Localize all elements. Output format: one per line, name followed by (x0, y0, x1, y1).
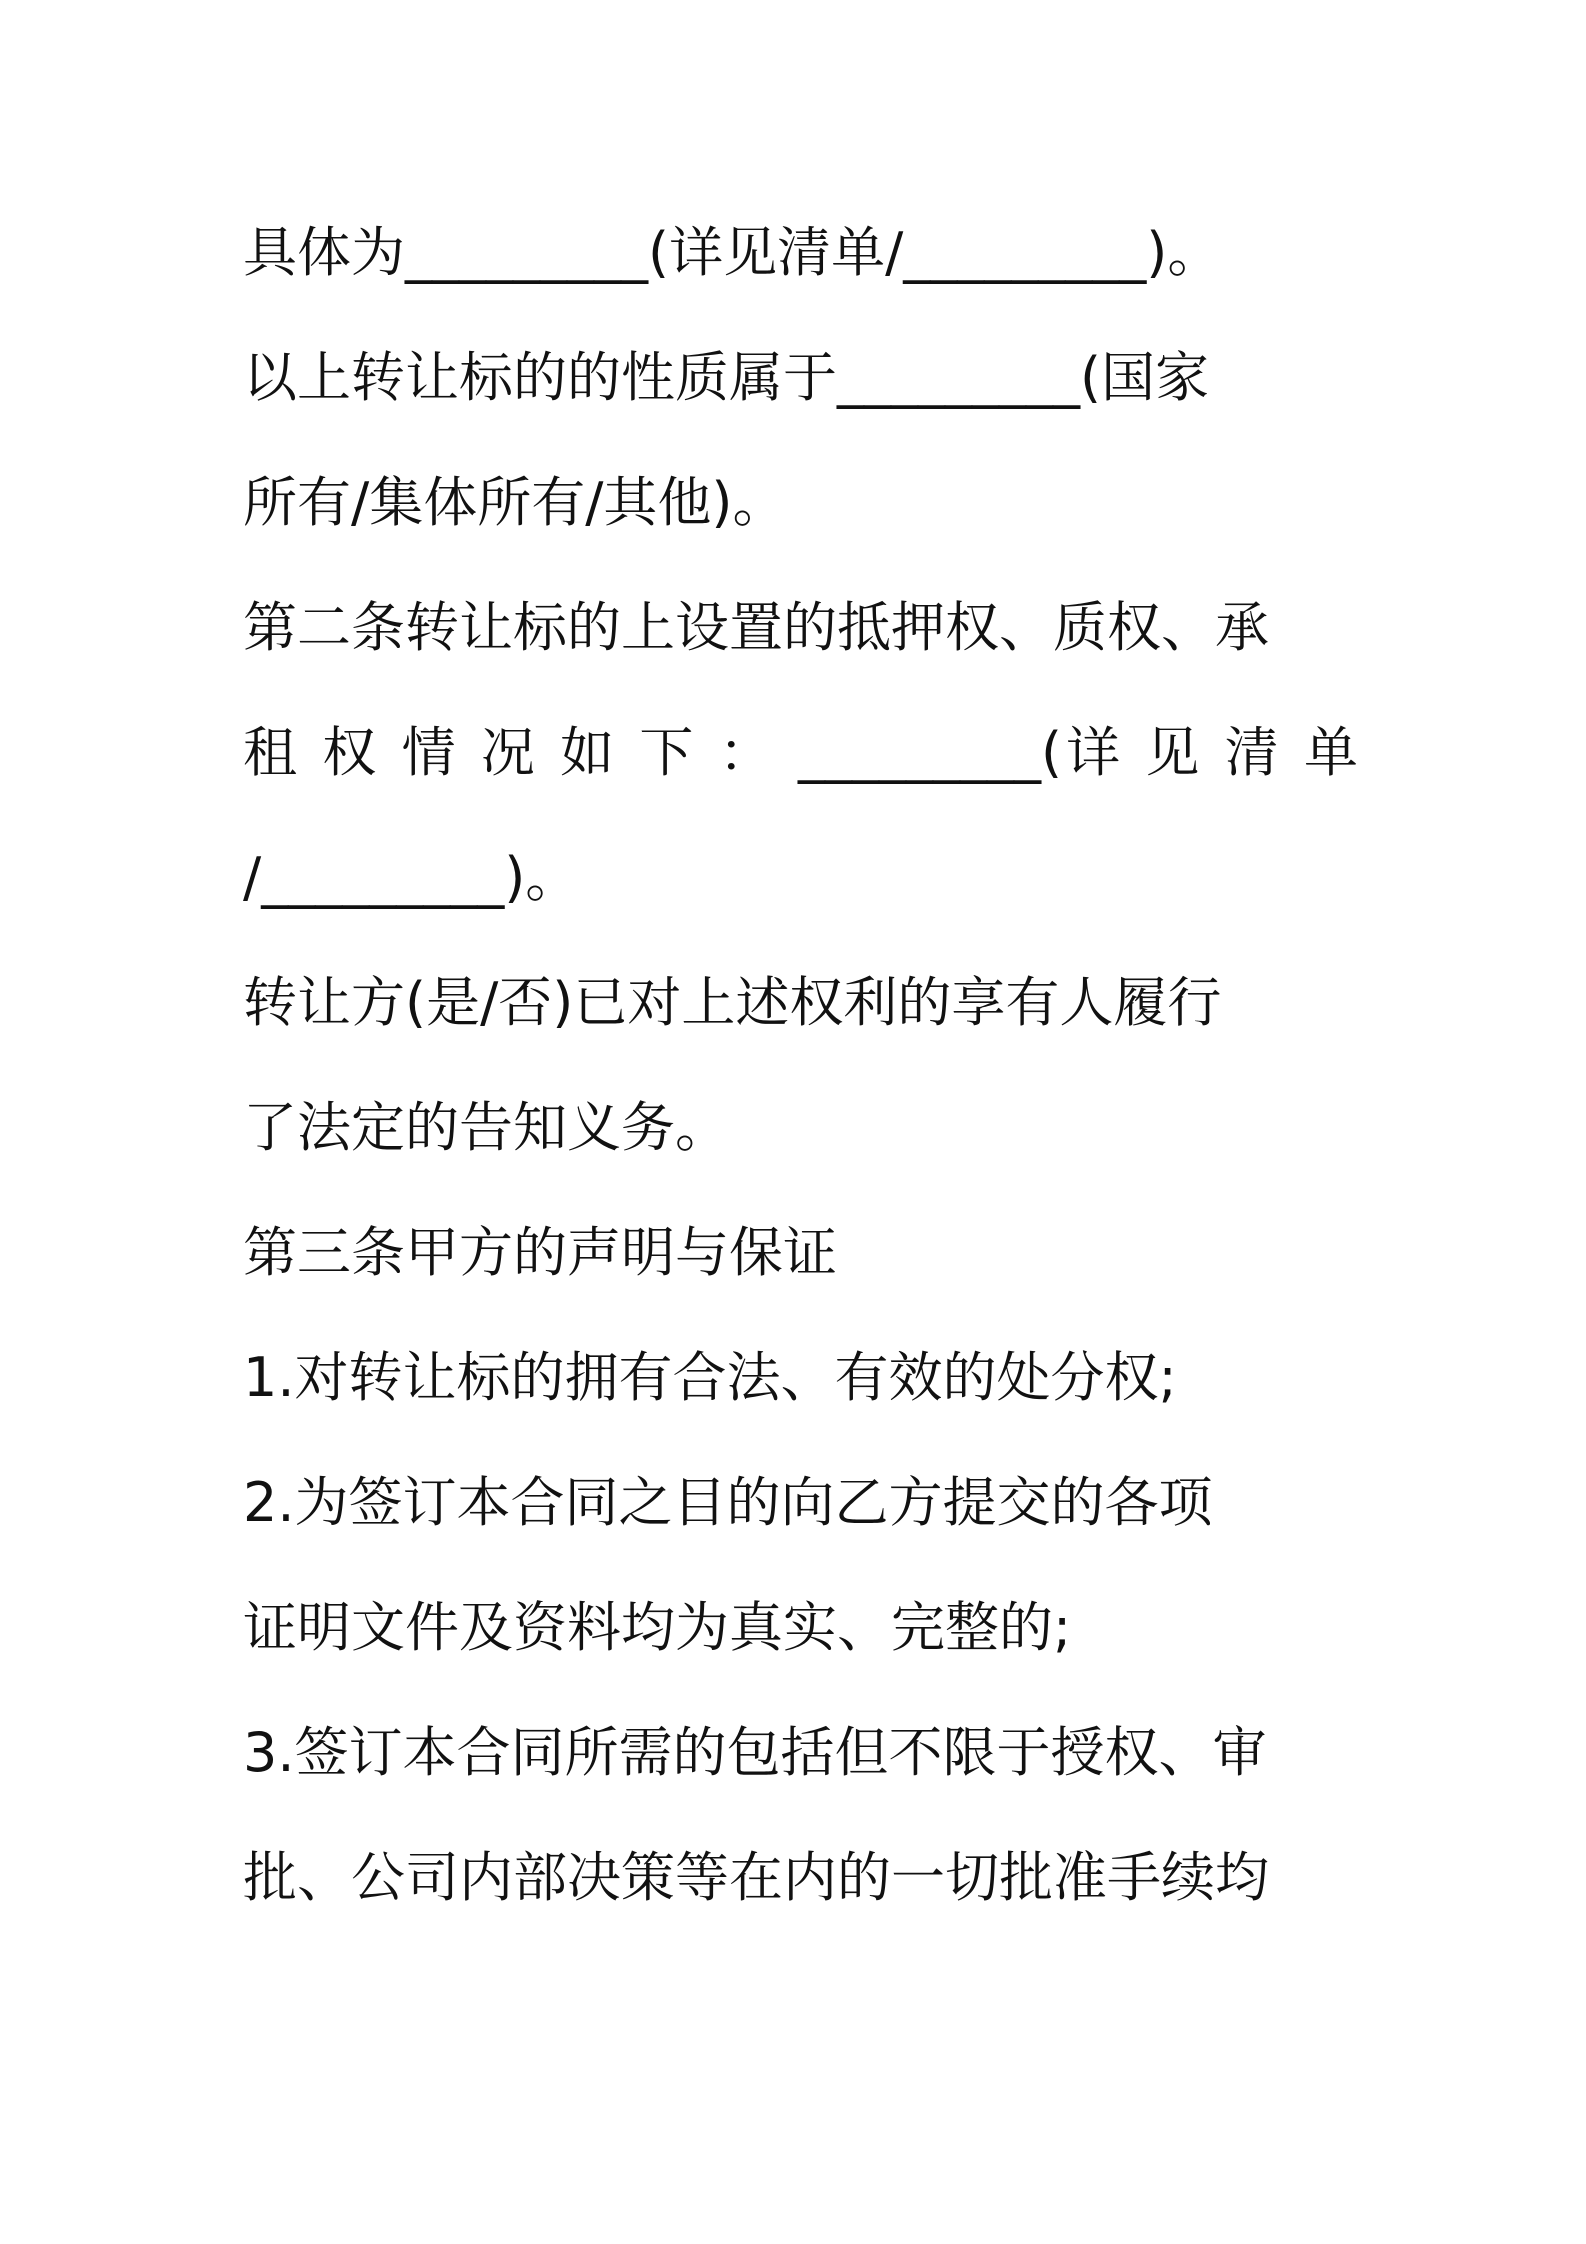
text-line: 租 权 情 况 如 下 ： _________(详 见 清 单 (243, 721, 1358, 784)
text-line: 所有/集体所有/其他)。 (243, 471, 787, 534)
text-line: 证明文件及资料均为真实、完整的; (243, 1596, 1072, 1659)
contract-body-text (243, 190, 1358, 1940)
text-line: 以上转让标的的性质属于_________(国家 (243, 346, 1210, 409)
text-line: 1.对转让标的拥有合法、有效的处分权; (243, 1346, 1177, 1409)
text-line: 具体为_________(详见清单/_________)。 (243, 221, 1222, 284)
text-line: 了法定的告知义务。 (243, 1096, 729, 1159)
text-line: /_________)。 (243, 846, 580, 909)
text-line: 第二条转让标的上设置的抵押权、质权、承 (243, 596, 1269, 659)
text-line: 3.签订本合同所需的包括但不限于授权、审 (243, 1721, 1267, 1784)
text-line: 2.为签订本合同之目的向乙方提交的各项 (243, 1471, 1213, 1534)
text-line: 批、公司内部决策等在内的一切批准手续均 (243, 1846, 1269, 1909)
text-line: 转让方(是/否)已对上述权利的享有人履行 (243, 971, 1222, 1034)
section-heading: 第三条甲方的声明与保证 (243, 1221, 837, 1284)
